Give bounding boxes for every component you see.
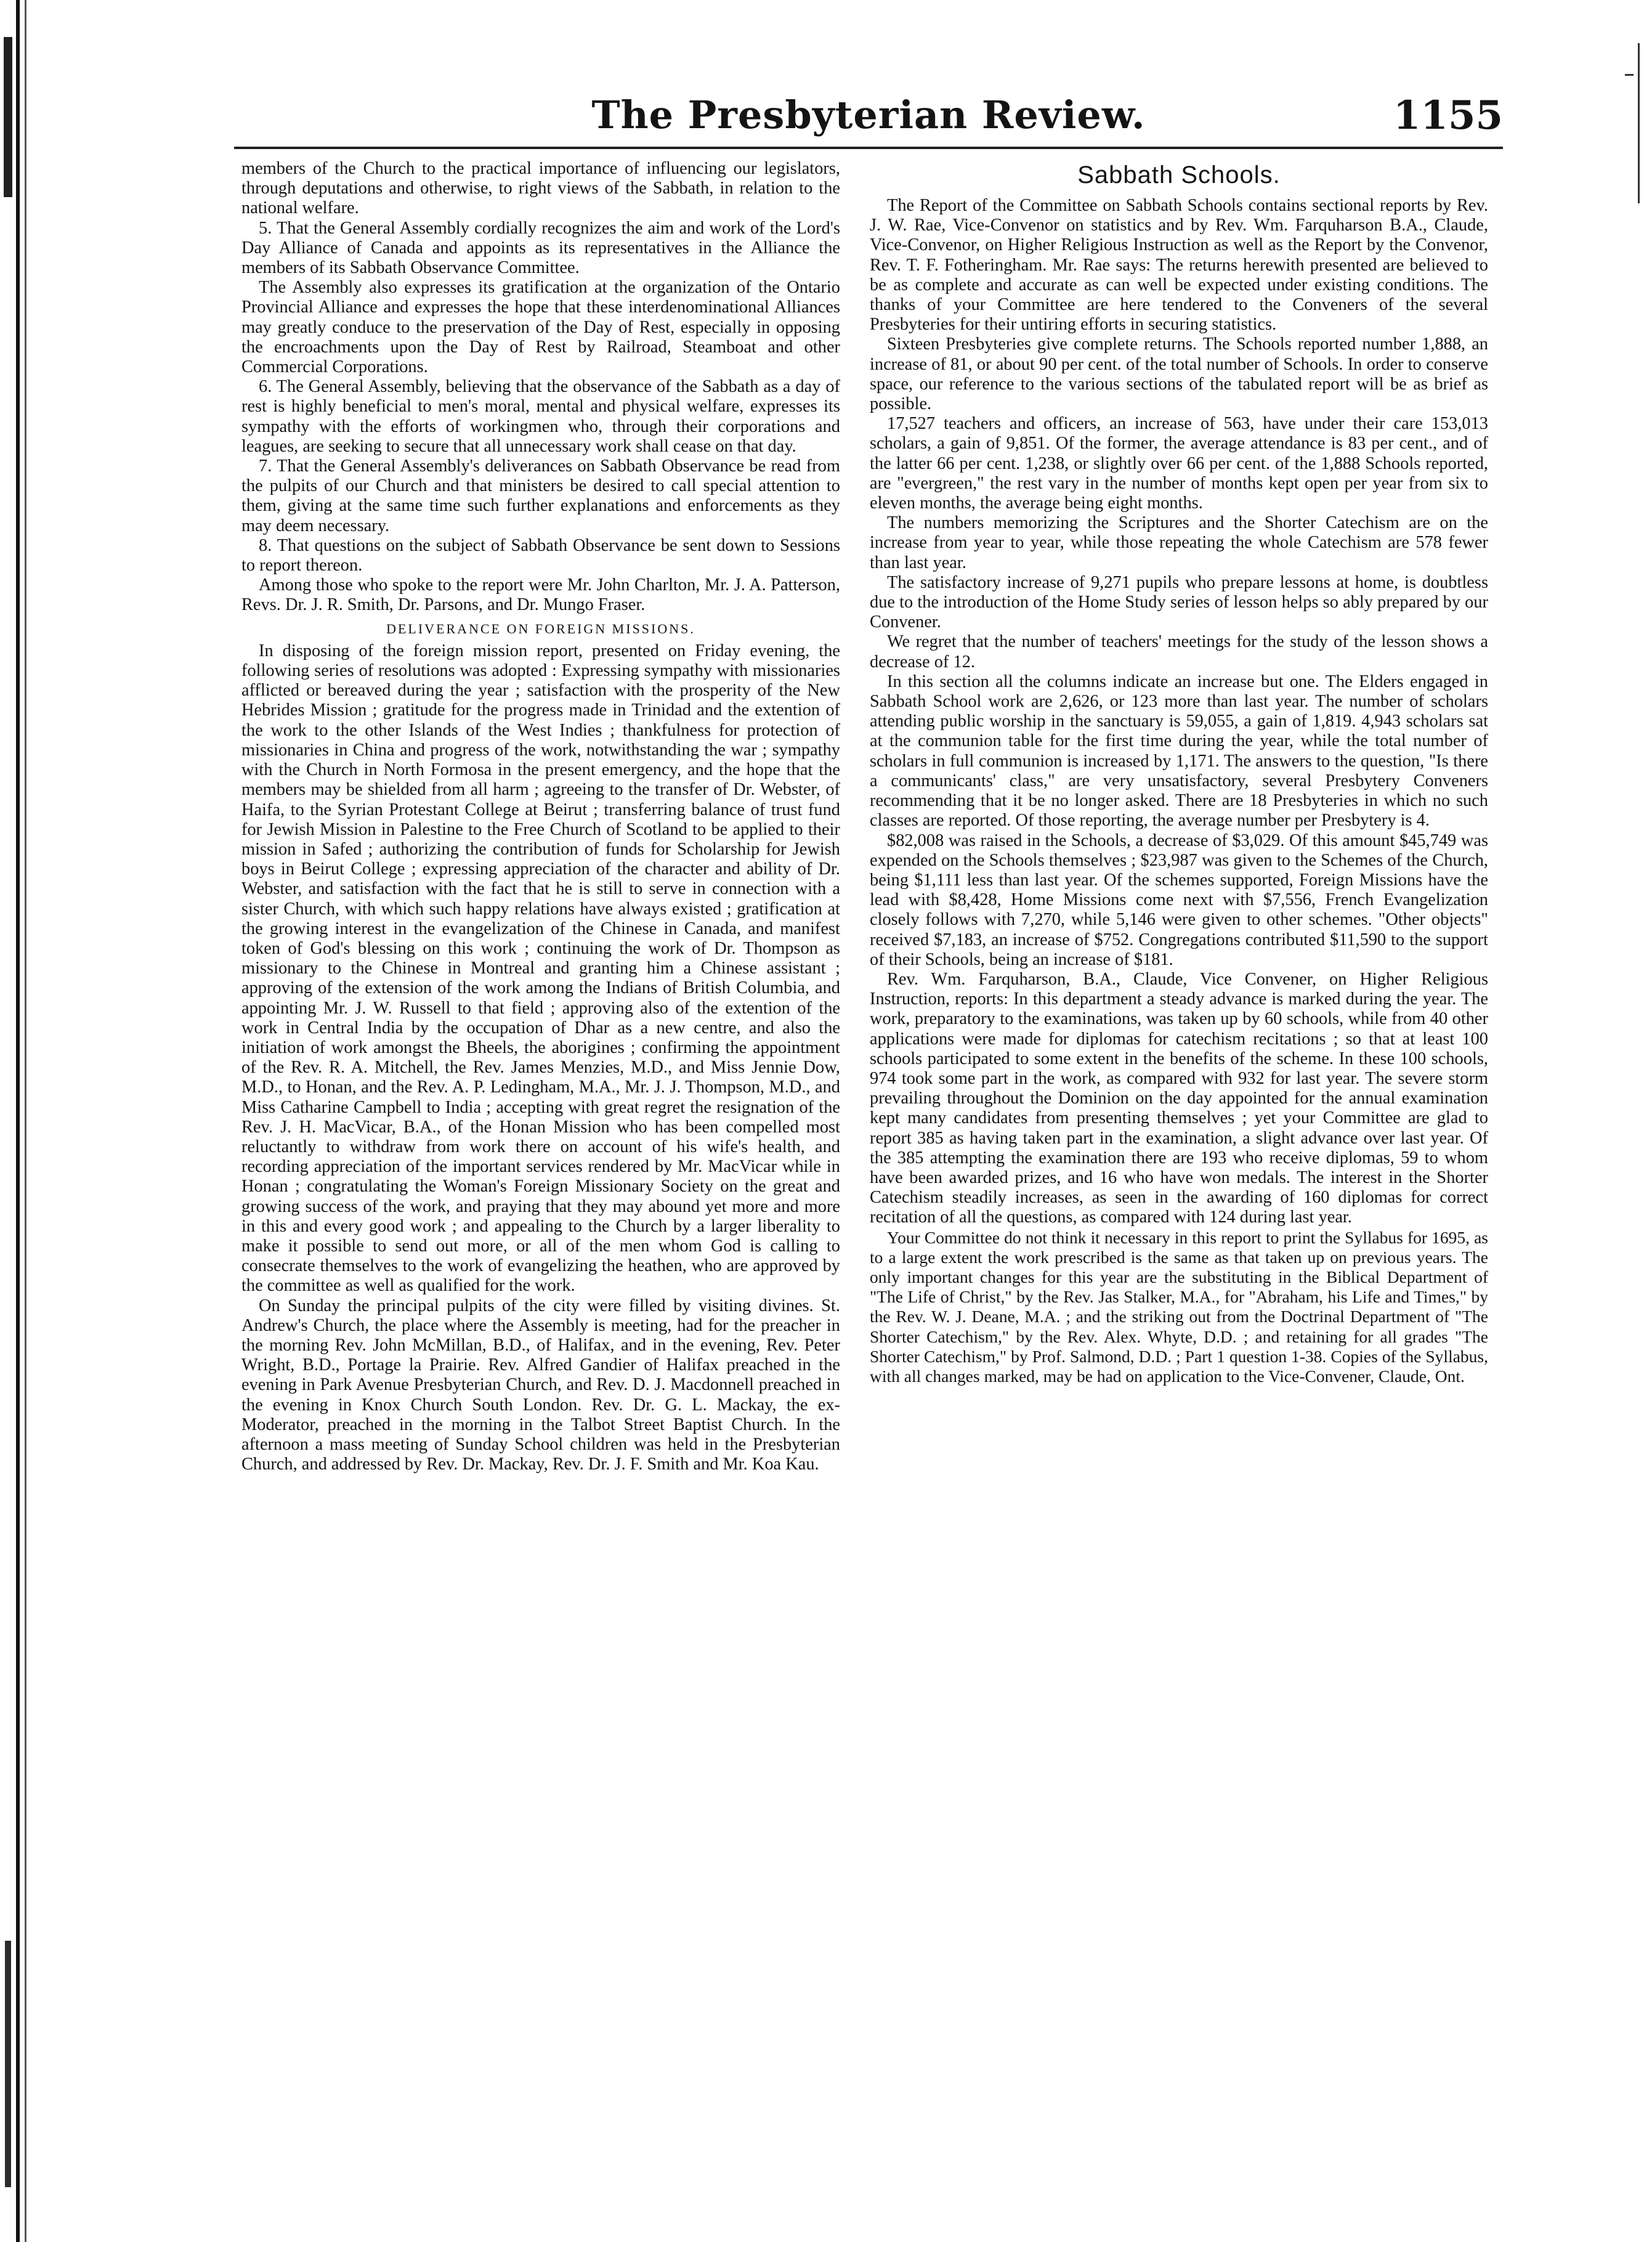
right-column	[870, 159, 1488, 1386]
masthead	[234, 92, 1503, 148]
paragraph: In this section all the columns indicate an increase but one. The Elders engaged in Sabbath School work are 2,626, or 123 more than last year. The number of scholars attending public worship in the sanctuary is 59,055, a gain of 1,819. 4,943 scholars sat at the communion table for the first time during the year, while the total number of scholars in full communion is increased by 1,171. The answers to the question, "Is there a communicants' class," are very unsatisfactory, several Presbytery Conveners recommending that it be no longer asked. There are 18 Presbyteries in which no such classes are reported. Of those reporting, the average number per Presbytery is 4.	[870, 672, 1488, 831]
paragraph: 5. That the General Assembly cordially recognizes the aim and work of the Lord's Day Alliance of Canada and appoints as its representatives in the Alliance the members of its Sabbath Observance Committee.	[241, 218, 840, 278]
paragraph: The Assembly also expresses its gratification at the organization of the Ontario Provincial Alliance and expresses the hope that these interdenominational Alliances may greatly conduce to the preservation of the Day of Rest, especially in opposing the encroachments upon the Day of Rest by Railroad, Steamboat and other Commercial Corporations.	[241, 278, 840, 377]
page-number: 1155	[1393, 92, 1503, 139]
right-edge-tick	[1625, 74, 1634, 76]
paragraph: On Sunday the principal pulpits of the city were filled by visiting divines. St. Andrew's Church, the place where the Assembly is meeting, had for the preacher in the morning Rev. John McMillan, B.D., of Halifax, and in the evening, Rev. Peter Wright, B.D., Portage la Prairie. Rev. Alfred Gandier of Halifax preached in the evening in Park Avenue Presbyterian Church, and Rev. D. J. Macdonnell preached in the evening in Knox Church South London. Rev. Dr. G. L. Mackay, the ex-Moderator, preached in the morning in the Talbot Street Baptist Church. In the afternoon a mass meeting of Sunday School children was held in the Presbyterian Church, and addressed by Rev. Dr. Mackay, Rev. Dr. J. F. Smith and Mr. Koa Kau.	[241, 1296, 840, 1474]
section-title-sabbath-schools: Sabbath Schools.	[1077, 161, 1281, 189]
page-binding-edge	[0, 0, 30, 2242]
paragraph: 6. The General Assembly, believing that the observance of the Sabbath as a day of rest is highly beneficial to men's moral, mental and physical welfare, expresses its sympathy with the efforts of workingmen who, through their corporations and leagues, are seeking to secure that all unnecessary work shall cease on that day.	[241, 377, 840, 456]
paragraph: Your Committee do not think it necessary in this report to print the Syllabus for 1695, as to a large extent the work prescribed is the same as that taken up on previous years. The only important changes for this year are the substituting in the Biblical Department of "The Life of Christ," by the Rev. Jas Stalker, M.A., for "Abraham, his Life and Times," by the Rev. W. J. Deane, M.A. ; and the striking out from the Doctrinal Department of "The Shorter Catechism," by the Rev. Alex. Whyte, D.D. ; and retaining for all grades "The Shorter Catechism," by Prof. Salmond, D.D. ; Part 1 question 1-38. Copies of the Syllabus, with all changes marked, may be had on application to the Vice-Convener, Claude, Ont.	[870, 1227, 1488, 1386]
paragraph: Sixteen Presbyteries give complete returns. The Schools reported number 1,888, an increase of 81, or about 90 per cent. of the total number of Schools. In order to conserve space, our reference to the various sections of the tabulated report will be as brief as possible.	[870, 335, 1488, 414]
journal-title: The Presbyterian Review.	[591, 92, 1146, 137]
paragraph: $82,008 was raised in the Schools, a decrease of $3,029. Of this amount $45,749 was expended on the Schools themselves ; $23,987 was given to the Schemes of the Church, being $1,111 less than last year. Of the schemes supported, Foreign Missions have the lead with $8,428, Home Missions come next with $7,556, French Evangelization closely follows with 7,270, while 5,146 were given to other schemes. "Other objects" received $7,183, an increase of $752. Congregations contributed $11,590 to the support of their Schools, being an increase of $181.	[870, 831, 1488, 969]
paragraph: We regret that the number of teachers' meetings for the study of the lesson shows a decrease of 12.	[870, 632, 1488, 672]
paragraph: The satisfactory increase of 9,271 pupils who prepare lessons at home, is doubtless due to the introduction of the Home Study series of lesson helps so ably prepared by our Convener.	[870, 572, 1488, 632]
paragraph: Rev. Wm. Farquharson, B.A., Claude, Vice Convener, on Higher Religious Instruction, reports: In this department a steady advance is marked during the year. The work, preparatory to the examinations, was taken up by 60 schools, while from 40 other applications were made for diplomas for catechism recitations ; so that at least 100 schools participated to some extent in the benefits of the scheme. In these 100 schools, 974 took some part in the work, as compared with 932 for last year. The severe storm prevailing throughout the Dominion on the day appointed for the annual examination kept many candidates from presenting themselves ; yet your Committee are glad to report 385 as having taken part in the examination, a slight advance over last year. Of the 385 attempting the examination there are 193 who receive diplomas, 59 to whom have been awarded prizes, and 16 who have won medals. The interest in the Shorter Catechism steadily increases, as seen in the awarding of 160 diplomas for correct recitation of all the questions, as compared with 124 during last year.	[870, 969, 1488, 1227]
paragraph: The numbers memorizing the Scriptures and the Shorter Catechism are on the increase from year to year, while those repeating the whole Catechism are 578 fewer than last year.	[870, 513, 1488, 572]
paragraph: members of the Church to the practical importance of influencing our legislators, through deputations and otherwise, to right views of the Sabbath, in relation to the national welfare.	[241, 159, 840, 218]
header-rule	[234, 147, 1503, 149]
paragraph: In disposing of the foreign mission report, presented on Friday evening, the following series of resolutions was adopted : Expressing sympathy with missionaries afflicted or bereaved during the year ; satisfaction with the prosperity of the New Hebrides Mission ; gratitude for the progress made in Trinidad and the extention of the work to the other Islands of the West Indies ; thankfulness for protection of missionaries in China and progress of the work, notwithstanding the war ; sympathy with the Church in North Formosa in the present emergency, and the hope that the members may be shielded from all harm ; agreeing to the transfer of Dr. Webster, of Haifa, to the Syrian Protestant College at Beirut ; transferring balance of trust fund for Jewish Mission in Palestine to the Free Church of Scotland to be applied to their mission in Safed ; authorizing the contribution of funds for Scholarship for Jewish boys in Beirut College ; expressing appreciation of the character and ability of Dr. Webster, and satisfaction with the fact that he is still to serve in connection with a sister Church, with which such happy relations have always existed ; gratification at the growing interest in the evangelization of the Chinese in Canada, and manifest token of God's blessing on this work ; continuing the work of Dr. Thompson as missionary to the Chinese in Montreal and granting him a Chinese assistant ; approving of the extension of the work among the Indians of British Columbia, and appointing Mr. J. W. Russell to that field ; approving also of the extention of the work in Central India by the occupation of Dhar as a new centre, and also the initiation of work amongst the Bheels, the aborigines ; confirming the appointment of the Rev. R. A. Mitchell, the Rev. James Menzies, M.D., and Miss Jennie Dow, M.D., to Honan, and the Rev. A. P. Ledingham, M.A., Mr. J. J. Thompson, M.D., and Miss Catharine Campbell to India ; accepting with great regret the resignation of the Rev. J. H. MacVicar, B.A., of the Honan Mission who has been compelled most reluctantly to withdraw from work there on account of his wife's health, and recording appreciation of the important services rendered by Mr. MacVicar while in Honan ; congratulating the Woman's Foreign Missionary Society on the great and growing success of the work, and praying that they may abound yet more and more in this and every good work ; and appealing to the Church by a larger liberality to make it possible to send out more, or all of the men whom God is calling to consecrate themselves to the work of evangelizing the heathen, who are approved by the committee as well as qualified for the work.	[241, 641, 840, 1296]
right-edge-mark	[1638, 43, 1640, 203]
paragraph: 7. That the General Assembly's deliverances on Sabbath Observance be read from the pulpits of our Church and that ministers be desired to call special attention to them, giving at the same time such further explanations and enforcements as they may deem necessary.	[241, 457, 840, 535]
paragraph: Among those who spoke to the report were Mr. John Charlton, Mr. J. A. Patterson, Revs. Dr. J. R. Smith, Dr. Parsons, and Dr. Mungo Fraser.	[241, 575, 840, 615]
paragraph: The Report of the Committee on Sabbath Schools contains sectional reports by Rev. J. W. Rae, Vice-Convenor on statistics and by Rev. Wm. Farquharson B.A., Claude, Vice-Convenor, on Higher Religious Instruction as well as the Report by the Convenor, Rev. T. F. Fotheringham. Mr. Rae says: The returns herewith presented are believed to be as complete and accurate as can well be expected under existing conditions. The thanks of your Committee are here tendered to the Conveners of the several Presbyteries for their untiring efforts in securing statistics.	[870, 196, 1488, 335]
subheading-foreign-missions: DELIVERANCE ON FOREIGN MISSIONS.	[386, 620, 695, 636]
left-column	[241, 159, 840, 1474]
paragraph: 8. That questions on the subject of Sabbath Observance be sent down to Sessions to report thereon.	[241, 535, 840, 575]
paragraph: 17,527 teachers and officers, an increase of 563, have under their care 153,013 scholars, a gain of 9,851. Of the former, the average attendance is 83 per cent., and of the latter 66 per cent. 1,238, or slightly over 66 per cent. of the 1,888 Schools reported, are "evergreen," the rest vary in the number of months kept open per year from six to eleven months, the average being eight months.	[870, 414, 1488, 513]
